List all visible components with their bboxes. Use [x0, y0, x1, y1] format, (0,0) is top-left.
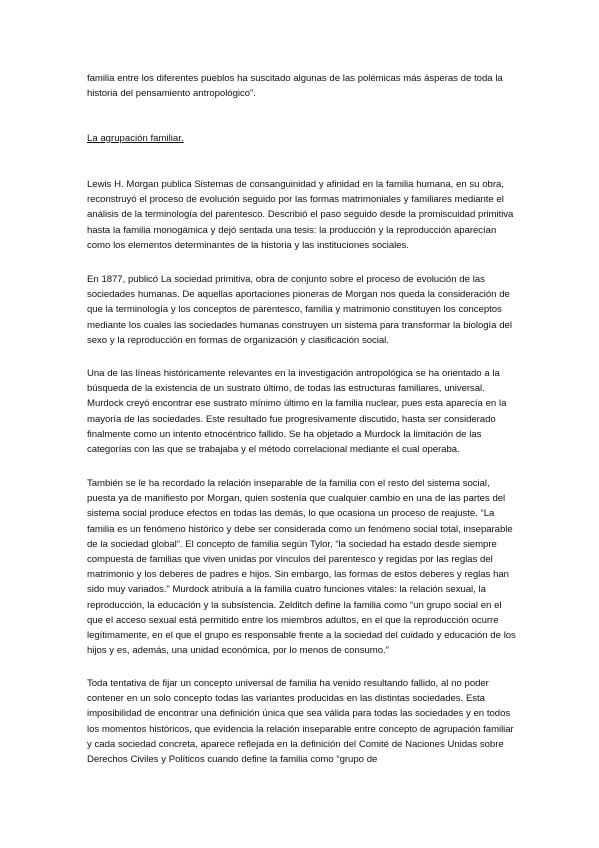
- paragraph: Una de las líneas históricamente relevantes en la investigación antropológica se ha orientado a la búsqueda de la existencia de un sustrato último, de todas las estructuras familiares, universal. Murdock creyó encontrar ese sustrato mínimo último en la familia nuclear, pues esta aparecía en la mayoría de las sociedades. Este resultado fue progresivamente discutido, hasta ser considerado finalmente como un intento etnocéntrico fallido. Se ha objetado a Murdock la limitación de las categorías con las que se trabajaba y el método correlacional mediante el cual operaba.: [87, 368, 507, 456]
- paragraph-4-container: [87, 476, 519, 658]
- paragraph-5-container: [87, 676, 519, 767]
- paragraph-3-container: [87, 366, 519, 457]
- paragraph: Lewis H. Morgan publica Sistemas de consanguinidad y afinidad en la familia humana, en su obra, reconstruyó el proceso de evolución seguido por las formas matrimoniales y familiares mediante el análisis de la terminología del parentesco. Describió el paso seguido desde la promiscuidad primitiva hasta la familia monogámica y dejó sentada una tesis: la producción y la reproducción aparecían como los elementos determinantes de la historia y las instituciones sociales.: [87, 179, 514, 251]
- paragraph-1-container: [87, 177, 519, 253]
- paragraph: En 1877, publicó La sociedad primitiva, obra de conjunto sobre el proceso de evolución de las sociedades humanas. De aquellas aportaciones pioneras de Morgan nos queda la consideración de que la terminología y los conceptos de parentesco, familia y matrimonio constituyen los conceptos mediante los cuales las sociedades humanas construyen un sistema para transformar la biología del sexo y la reproducción en formas de organización y clasificación social.: [87, 274, 512, 346]
- paragraph: Toda tentativa de fijar un concepto universal de familia ha venido resultando fallido, al no poder contener en un solo concepto todas las variantes producidas en las distintas sociedades. Esta imposibilidad de encontrar una definición única que sea válida para todas las sociedades y en todos los momentos históricos, que evidencia la relación inseparable entre concepto de agrupación familiar y cada sociedad concreta, aparece reflejada en la definición del Comité de Naciones Unidas sobre Derechos Civiles y Políticos cuando define la familia como “grupo de: [87, 678, 514, 766]
- intro-paragraph: familia entre los diferentes pueblos ha suscitado algunas de las polémicas más ásperas de toda la historia del pensamiento antropológico”.: [87, 73, 503, 100]
- paragraph-2-container: [87, 272, 519, 348]
- section-heading: La agrupación familiar.: [87, 133, 184, 144]
- intro-paragraph-container: [87, 71, 519, 101]
- paragraph: También se le ha recordado la relación inseparable de la familia con el resto del sistema social, puesta ya de manifiesto por Morgan, quien sostenía que cualquier cambio en una de las partes del sistema social produce efectos en todas las demás, lo que ocasiona un proceso de reajuste. “La familia es un fenómeno histórico y debe ser considerada como un fenómeno social total, inseparable de la sociedad global”. El concepto de familia según Tylor, “la sociedad ha estado desde siempre compuesta de familias que viven unidas por vínculos del parentesco y regidas por las reglas del matrimonio y los deberes de padres e hijos. Sin embargo, las formas de estos deberes y reglas han sido muy variados.” Murdock atribuía a la familia cuatro funciones vitales: la relación sexual, la reproducción, la educación y la subsistencia. Zelditch define la familia como “un grupo social en el que el acceso sexual está permitido entre los miembros adultos, en el que la reproducción ocurre legítimamente, en el que el grupo es responsable frente a la sociedad del cuidado y educación de los hijos y es, además, una unidad económica, por lo menos de consumo.”: [87, 478, 516, 657]
